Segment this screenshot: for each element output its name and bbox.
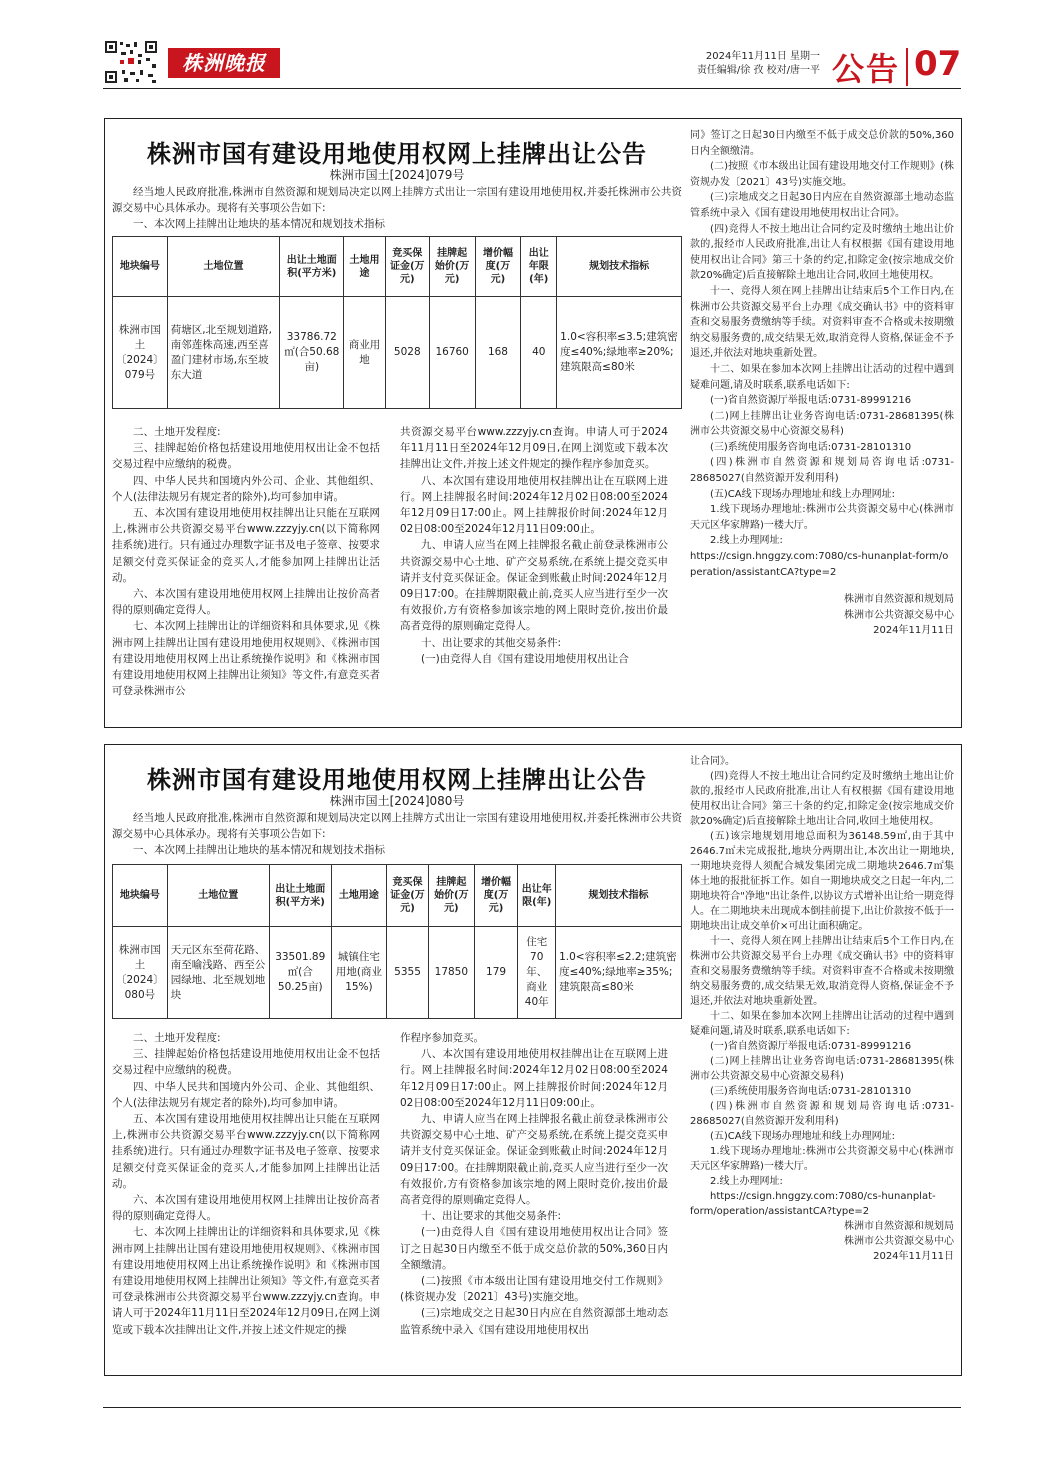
paragraph: 六、本次国有建设用地使用权网上挂牌出让按价高者得的原则确定竞得人。 [112,588,380,617]
paragraph: (三)宗地成交之日起30日内应在自然资源部土地动态监管系统中录入《国有建设用地使用权出 [400,1307,668,1336]
intro-paragraph: 一、本次网上挂牌出让地块的基本情况和规划技术指标 [133,844,385,857]
issue-meta [640,50,820,78]
newspaper-logo: 株洲晚报 [168,48,280,78]
table-header: 出让年限(年) [521,237,557,297]
table-row [113,927,682,1019]
page-number: 07 [914,44,962,84]
text-column-3 [690,754,954,1264]
paragraph: 三、挂牌起始价格包括建设用地使用权出让金不包括交易过程中应缴纳的税费。 [112,1048,380,1077]
table-cell: 商业用地 [344,297,386,409]
table-header: 地块编号 [113,237,168,297]
paragraph: 十、出让要求的其他交易条件: [421,636,562,649]
paragraph: 十一、竞得人须在网上挂牌出让结束后5个工作日内,在株洲市公共资源交易平台上办理《成交确认书》中的资料审查和交易服务费缴纳等手续。对资料审查不合格或未按期缴纳交易服务费的,成交结果无效,取消竞得人资格,保证金不予退还,并依法对地块重新处置。 [690,936,954,1007]
table-cell: 1.0<容积率≤3.5;建筑密度≤40%;绿地率≥20%;建筑限高≤80米 [557,297,682,409]
paragraph: 五、本次国有建设用地使用权挂牌出让只能在互联网上,株洲市公共资源交易平台www.zzzyjy.cn(以下简称网挂系统)进行。只有通过办理数字证书及电子签章、按要求足额交付竞买保证金的竞买人,才能参加网上挂牌出让活动。 [112,1113,380,1190]
table-cell: 城镇住宅用地(商业15%) [331,927,386,1019]
doc-number: 株洲市国土[2024]080号 [329,794,465,808]
paragraph: 五、本次国有建设用地使用权挂牌出让只能在互联网上,株洲市公共资源交易平台www.zzzyjy.cn(以下简称网挂系统)进行。只有通过办理数字证书及电子签章、按要求足额交付竞买保证金的竞买人,才能参加网上挂牌出让活动。 [112,507,380,584]
paragraph: 1.线下现场办理地址:株洲市公共资源交易中心(株洲市天元区华家牌路)一楼大厅。 [690,1146,954,1172]
paragraph: (一)省自然资源厅举报电话:0731-89991216 [710,1041,912,1052]
paragraph: (五)该宗地规划用地总面积为36148.59㎡,由于其中2646.7㎡未完成报批,地块分两期出让,本次出让一期地块,一期地块竞得人须配合城发集团完成二期地块2646.7㎡集体土地的报批征拆工作。如自一期地块成交之日起一年内,二期地块符合"净地"出让条件,以协议方式增补出让给一期竞得人。在二期地块未出现成本倒挂前提下,出让价款按不低于一期地块出让成交单价×可出让面积确定。 [690,831,954,932]
table-cell: 33501.89㎡(合50.25亩) [269,927,331,1019]
paragraph: 八、本次国有建设用地使用权挂牌出让在互联网上进行。网上挂牌报名时间:2024年12月02日08:00至2024年12月09日17:00止。网上挂牌报价时间:2024年12月02日08:00至2024年12月11日09:00止。 [400,1048,668,1109]
table-header: 增价幅度(万元) [474,865,518,927]
paragraph: (二)按照《市本级出让国有建设用地交付工作规则》(株资规办发〔2021〕43号)实施交地。 [400,1275,668,1304]
table-header: 土地位置 [167,237,280,297]
text-column-2 [400,1030,668,1338]
paragraph: (四)株洲市自然资源和规划局咨询电话:0731-28685027(自然资源开发利用科) [690,457,954,485]
table-header: 出让土地面积(平方米) [269,865,331,927]
signature-org: 株洲市自然资源和规划局 [844,1221,954,1232]
announcement-title: 株洲市国有建设用地使用权网上挂牌出让公告 [147,140,647,168]
paragraph: 十、出让要求的其他交易条件: [421,1210,562,1223]
signature-org: 株洲市公共资源交易中心 [844,609,954,621]
table-cell: 17850 [428,927,474,1019]
table-cell: 40 [521,297,557,409]
section-divider [906,48,908,86]
table-cell: 33786.72㎡(合50.68亩) [280,297,344,409]
paragraph: 四、中华人民共和国境内外公司、企业、其他组织、个人(法律法规另有规定者的除外),均可参加申请。 [112,474,380,503]
ca-url: https://csign.hnggzy.com:7080/cs-hunanplat-form/operation/assistantCA?type=2 [690,551,949,578]
paragraph: 1.线下现场办理地址:株洲市公共资源交易中心(株洲市天元区华家牌路)一楼大厅。 [690,504,954,531]
table-row [113,297,682,409]
paragraph: (四)株洲市自然资源和规划局咨询电话:0731-28685027(自然资源开发利用科) [690,1101,954,1127]
table-header: 挂牌起始价(万元) [429,237,475,297]
signature-date: 2024年11月11日 [873,1251,954,1262]
intro [112,810,682,859]
paragraph: 十二、如果在参加本次网上挂牌出让活动的过程中遇到疑难问题,请及时联系,联系电话如下: [690,363,954,391]
table-cell: 16760 [429,297,475,409]
paragraph: 七、本次网上挂牌出让的详细资料和具体要求,见《株洲市网上挂牌出让国有建设用地使用权规则》、《株洲市国有建设用地使用权网上出让系统操作说明》和《株洲市国有建设用地使用权网上挂牌出让须知》等文件,有意竞买者可登录株洲市公共资源交易平台www.zzzyjy.cn查询。申请人可于2024年11月11日至2024年12月09日,在网上浏览或下载本次挂牌出让文件,并按上述文件规定的操 [112,1226,380,1336]
text-column-1 [112,1030,380,1338]
table-header: 竞买保证金(万元) [387,865,429,927]
paragraph: 七、本次网上挂牌出让的详细资料和具体要求,见《株洲市网上挂牌出让国有建设用地使用权规则》、《株洲市国有建设用地使用权网上出让系统操作说明》和《株洲市国有建设用地使用权网上挂牌出让须知》等文件,有意竞买者可登录株洲市公 [112,620,380,698]
paragraph: (五)CA线下现场办理地址和线上办理网址: [710,1131,895,1142]
paragraph: (一)由竞得人自《国有建设用地使用权出让合 [421,652,629,665]
table-cell: 5028 [385,297,429,409]
paragraph: https://csign.hnggzy.com:7080/cs-hunanplat-form/operation/assistantCA?type=2 [690,1191,936,1217]
text-column-2 [400,424,668,667]
table-header: 地块编号 [113,865,168,927]
table-header: 出让年限(年) [518,865,556,927]
table-cell: 住宅70年、商业40年 [518,927,556,1019]
paragraph: (五)CA线下现场办理地址和线上办理网址: [710,488,895,500]
signature-org: 株洲市公共资源交易中心 [844,1236,954,1247]
signature-org: 株洲市自然资源和规划局 [844,594,954,606]
paragraph: (四)竞得人不按土地出让合同约定及时缴纳土地出让价款的,报经市人民政府批准,出让人有权根据《国有建设用地使用权出让合同》第三十条的约定,扣除定金(按宗地成交价款20%确定)后直接解除土地出让合同,收回土地使用权。 [690,771,954,827]
paragraph: 十一、竞得人须在网上挂牌出让结束后5个工作日内,在株洲市公共资源交易平台上办理《成交确认书》中的资料审查和交易服务费缴纳等手续。对资料审查不合格或未按期缴纳交易服务费的,成交结果无效,取消竞得人资格,保证金不予退还,并依法对地块重新处置。 [690,285,954,360]
table-cell: 179 [474,927,518,1019]
land-table [112,236,682,409]
table-header: 土地位置 [167,865,269,927]
table-header: 挂牌起始价(万元) [428,865,474,927]
paragraph: (一)省自然资源厅举报电话:0731-89991216 [710,395,912,407]
table-cell: 株洲市国土〔2024〕079号 [113,297,168,409]
intro-paragraph: 一、本次网上挂牌出让地块的基本情况和规划技术指标 [133,218,385,231]
paragraph: 六、本次国有建设用地使用权网上挂牌出让按价高者得的原则确定竞得人。 [112,1194,380,1223]
section-label: 公告 [832,50,901,88]
table-cell: 荷塘区,北至规划道路,南邻莲株高速,西至喜盈门建材市场,东至坡东大道 [167,297,280,409]
paragraph: 二、土地开发程度: [133,1032,221,1044]
intro-paragraph: 经当地人民政府批准,株洲市自然资源和规划局决定以网上挂牌方式出让一宗国有建设用地使用权,并委托株洲市公共资源交易中心具体承办。现将有关事项公告如下: [112,812,682,841]
table-header: 出让土地面积(平方米) [280,237,344,297]
paragraph: 三、挂牌起始价格包括建设用地使用权出让金不包括交易过程中应缴纳的税费。 [112,442,380,471]
text-column-3 [690,128,954,639]
paragraph: 九、申请人应当在网上挂牌报名截止前登录株洲市公共资源交易中心土地、矿产交易系统,在系统上提交竞买申请并支付竞买保证金。保证金到账截止时间:2024年12月09日17:00。在挂牌期限截止前,竞买人应当进行至少一次有效报价,方有资格参加该宗地的网上限时竞价,按出价最高者竞得的原则确定竞得人。 [400,1113,668,1207]
land-table [112,864,682,1019]
paragraph: (四)竞得人不按土地出让合同约定及时缴纳土地出让价款的,报经市人民政府批准,出让人有权根据《国有建设用地使用权出让合同》第三十条的约定,扣除定金(按宗地成交价款20%确定)后直接解除土地出让合同,收回土地使用权。 [690,223,954,282]
paragraph: 同》签订之日起30日内缴至不低于成交总价款的50%,360日内全额缴清。 [690,130,954,157]
paragraph: 共资源交易平台www.zzzyjy.cn查询。申请人可于2024年11月11日至2024年12月09日,在网上浏览或下载本次挂牌出让文件,并按上述文件规定的操作程序参加竞买。 [400,426,668,471]
paragraph: 九、申请人应当在网上挂牌报名截止前登录株洲市公共资源交易中心土地、矿产交易系统,在系统上提交竞买申请并支付竞买保证金。保证金到账截止时间:2024年12月09日17:00。在挂牌期限截止前,竞买人应当进行至少一次有效报价,方有资格参加该宗地的网上限时竞价,按出价最高者竞得的原则确定竞得人。 [400,539,668,633]
doc-number: 株洲市国土[2024]079号 [329,168,465,182]
table-header: 竞买保证金(万元) [385,237,429,297]
paragraph: 八、本次国有建设用地使用权挂牌出让在互联网上进行。网上挂牌报名时间:2024年12月02日08:00至2024年12月09日17:00止。网上挂牌报价时间:2024年12月02日08:00至2024年12月11日09:00止。 [400,474,668,536]
paragraph: 十二、如果在参加本次网上挂牌出让活动的过程中遇到疑难问题,请及时联系,联系电话如下: [690,1011,954,1037]
paragraph: 二、土地开发程度: [133,426,221,438]
header-rule [103,88,961,89]
paragraph: (二)网上挂牌出让业务咨询电话:0731-28681395(株洲市公共资源交易中心资源交易科) [690,1056,954,1082]
table-header: 规划技术指标 [556,865,682,927]
signature-date: 2024年11月11日 [873,625,954,637]
text-column-1 [112,424,380,699]
table-cell: 株洲市国土〔2024〕080号 [113,927,168,1019]
table-header: 规划技术指标 [557,237,682,297]
table-cell: 5355 [387,927,429,1019]
paragraph: (二)按照《市本级出让国有建设用地交付工作规则》(株资规办发〔2021〕43号)实施交地。 [690,161,954,188]
table-cell: 168 [475,297,521,409]
intro [112,184,682,233]
paragraph: (一)由竞得人自《国有建设用地使用权出让合同》签订之日起30日内缴至不低于成交总价款的50%,360日内全额缴清。 [400,1226,668,1271]
paragraph: (三)宗地成交之日起30日内应在自然资源部土地动态监管系统中录入《国有建设用地使用权出让合同》。 [690,192,954,219]
editor-line: 责任编辑/徐 孜 校对/唐一平 [696,65,820,76]
table-header: 增价幅度(万元) [475,237,521,297]
intro-paragraph: 经当地人民政府批准,株洲市自然资源和规划局决定以网上挂牌方式出让一宗国有建设用地使用权,并委托株洲市公共资源交易中心具体承办。现将有关事项公告如下: [112,186,682,215]
paragraph: (二)网上挂牌出让业务咨询电话:0731-28681395(株洲市公共资源交易中心资源交易科) [690,410,954,438]
paragraph: 四、中华人民共和国境内外公司、企业、其他组织、个人(法律法规另有规定者的除外),均可参加申请。 [112,1080,380,1109]
qr-code [104,40,158,84]
announcement-title: 株洲市国有建设用地使用权网上挂牌出让公告 [147,766,647,794]
issue-date: 2024年11月11日 星期一 [705,51,820,62]
footer-rule [103,1407,961,1408]
table-header: 土地用途 [331,865,386,927]
paragraph: (三)系统使用服务咨询电话:0731-28101310 [710,441,912,453]
table-header: 土地用途 [344,237,386,297]
paragraph: 作程序参加竞买。 [400,1032,484,1044]
paragraph: (三)系统使用服务咨询电话:0731-28101310 [710,1086,912,1097]
paragraph: 让合同》。 [690,756,735,767]
table-cell: 1.0<容积率≤2.2;建筑密度≤40%;绿地率≥35%;建筑限高≤80米 [556,927,682,1019]
paragraph: 2.线上办理网址: [710,1176,783,1187]
paragraph: 2.线上办理网址: [710,535,783,547]
table-cell: 天元区东至荷花路、南至喻浅路、西至公园绿地、北至规划地块 [167,927,269,1019]
